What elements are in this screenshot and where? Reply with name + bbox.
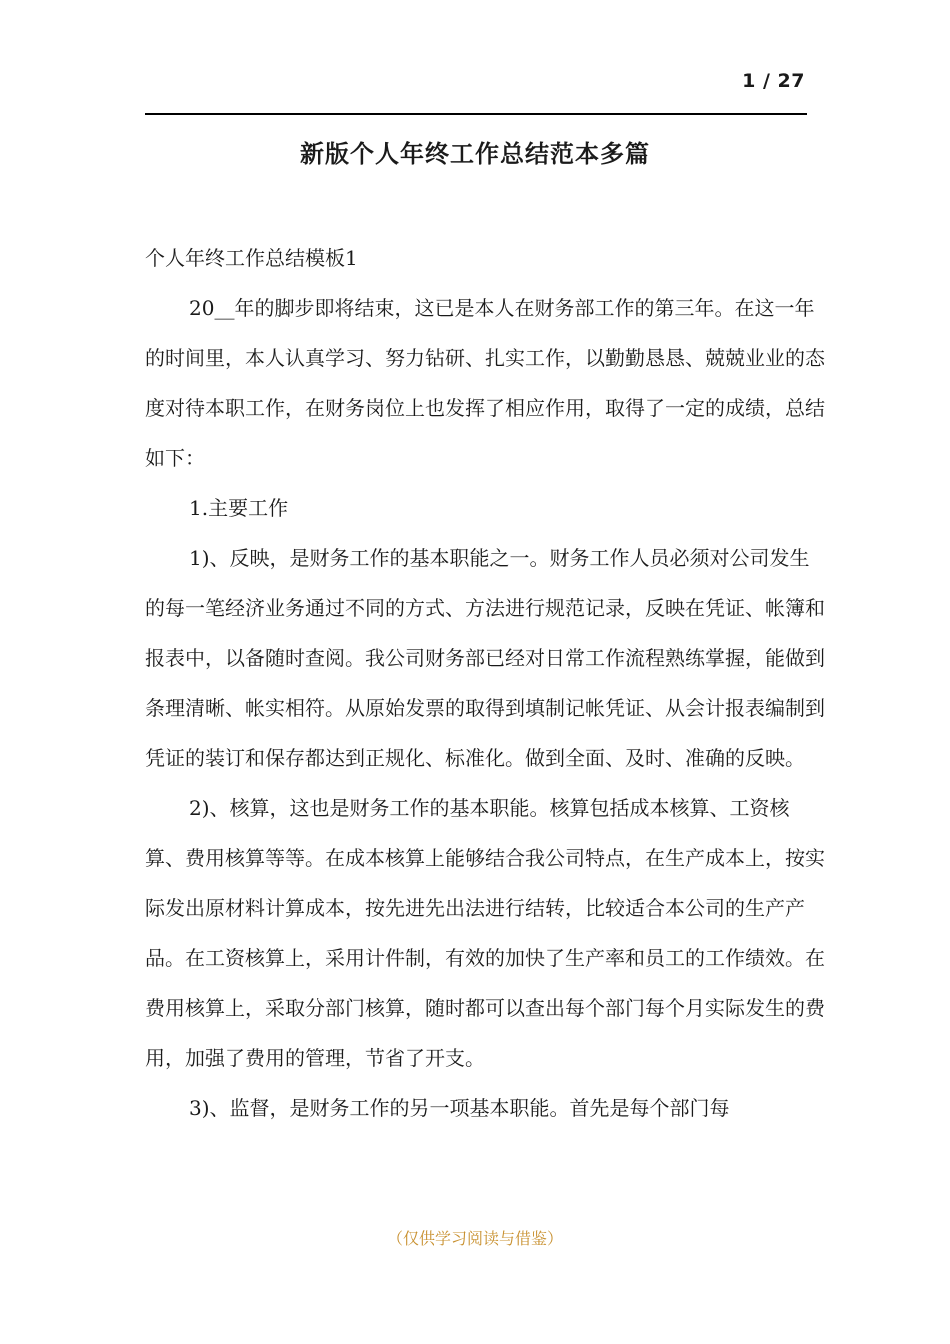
paragraph-intro: 20__年的脚步即将结束，这已是本人在财务部工作的第三年。在这一年的时间里，本人认真学习、努力钻研、扎实工作，以勤勤恳恳、兢兢业业的态度对待本职工作，在财务岗位上也发挥了相应作用，取得了一定的成绩，总结如下： <box>145 296 825 470</box>
document-body <box>145 233 825 1133</box>
paragraph-supervision: 3)、监督，是财务工作的另一项基本职能。首先是每个部门每 <box>189 1096 730 1120</box>
header-divider <box>145 113 807 115</box>
paragraph-main-work-heading: 1.主要工作 <box>189 496 289 520</box>
paragraph-accounting: 2)、核算，这也是财务工作的基本职能。核算包括成本核算、工资核算、费用核算等等。在成本核算上能够结合我公司特点，在生产成本上，按实际发出原材料计算成本，按先进先出法进行结转，比较适合本公司的生产产品。在工资核算上，采用计件制，有效的加快了生产率和员工的工作绩效。在费用核算上，采取分部门核算，随时都可以查出每个部门每个月实际发生的费用，加强了费用的管理，节省了开支。 <box>145 796 825 1070</box>
paragraph-reflection: 1)、反映，是财务工作的基本职能之一。财务工作人员必须对公司发生的每一笔经济业务通过不同的方式、方法进行规范记录，反映在凭证、帐簿和报表中，以备随时查阅。我公司财务部已经对日常工作流程熟练掌握，能做到条理清晰、帐实相符。从原始发票的取得到填制记帐凭证、从会计报表编制到凭证的装订和保存都达到正规化、标准化。做到全面、及时、准确的反映。 <box>145 546 825 770</box>
footer-note: （仅供学习阅读与借鉴） <box>386 1229 563 1248</box>
page-number: 1 / 27 <box>742 70 805 92</box>
section-heading: 个人年终工作总结模板1 <box>145 246 358 270</box>
document-title: 新版个人年终工作总结范本多篇 <box>300 140 650 168</box>
